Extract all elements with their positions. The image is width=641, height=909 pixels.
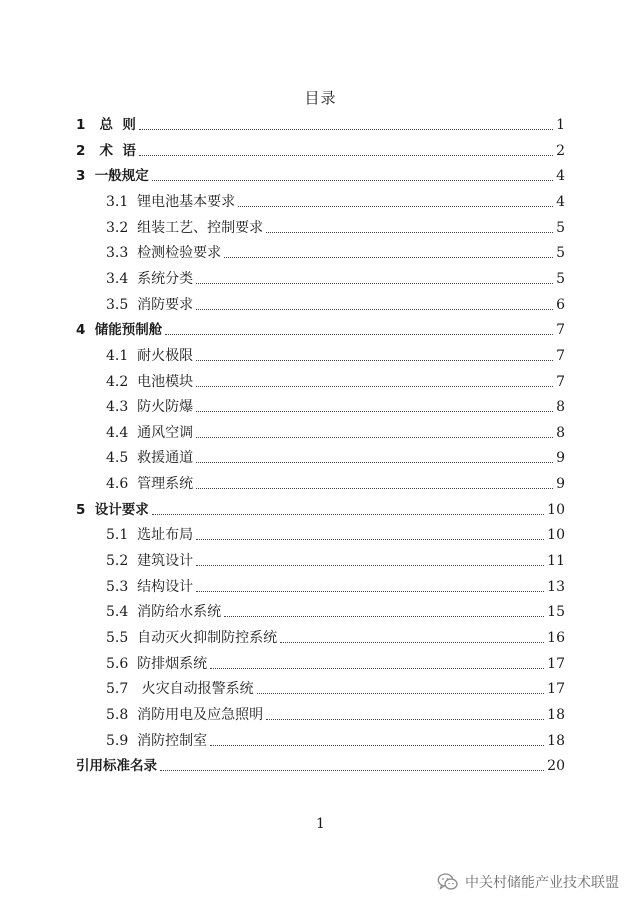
toc-leader-dots [139, 129, 553, 130]
toc-leader-dots [160, 770, 544, 771]
toc-entry-label: 5.8 消防用电及应急照明 [106, 706, 264, 723]
toc-title: 目录 [304, 89, 337, 107]
toc-leader-dots [196, 591, 544, 592]
toc-entry-page: 5 [556, 219, 565, 236]
page-number: 1 [316, 816, 325, 832]
toc-leader-dots [196, 565, 544, 566]
toc-entry[interactable] [106, 189, 565, 211]
toc-leader-dots [139, 155, 553, 156]
toc-entry-label: 4.3 防火防爆 [106, 399, 194, 416]
toc-entry-page: 13 [547, 578, 565, 595]
toc-entry-page: 18 [547, 706, 565, 723]
toc-entry[interactable] [106, 266, 565, 288]
toc-entry-label: 3 一般规定 [76, 168, 149, 185]
toc-leader-dots [196, 411, 553, 412]
toc-entry-label: 4.2 电池模块 [106, 373, 194, 390]
toc-entry-label: 4.4 通风空调 [106, 424, 194, 441]
toc-leader-dots [196, 488, 553, 489]
toc-entry-page: 10 [547, 527, 565, 544]
wechat-icon [437, 872, 459, 892]
toc-entry-page: 17 [547, 655, 565, 672]
toc-entry-page: 18 [547, 732, 565, 749]
toc-leader-dots [257, 693, 545, 694]
toc-entry[interactable] [106, 728, 565, 750]
toc-leader-dots [152, 180, 553, 181]
toc-entry[interactable] [106, 522, 565, 544]
toc-entry[interactable] [76, 138, 565, 160]
toc-entry-label: 5.9 消防控制室 [106, 732, 208, 749]
toc-entry[interactable] [76, 497, 565, 519]
toc-leader-dots [210, 745, 544, 746]
toc-entry-page: 9 [556, 450, 565, 467]
toc-leader-dots [196, 283, 553, 284]
toc-leader-dots [152, 514, 544, 515]
toc-entry-label: 4.1 耐火极限 [106, 347, 194, 364]
toc-leader-dots [266, 232, 553, 233]
toc-entry-page: 11 [547, 553, 565, 570]
toc-entry-page: 10 [547, 501, 565, 518]
toc-entry-page: 20 [547, 758, 565, 775]
toc-entry-page: 1 [556, 117, 565, 133]
toc-entry-label: 4 储能预制舱 [76, 322, 163, 339]
toc-entry[interactable] [106, 702, 565, 724]
toc-leader-dots [196, 360, 553, 361]
toc-leader-dots [280, 642, 544, 643]
toc-entry-label: 2 术 语 [76, 142, 136, 159]
toc-entry-page: 2 [556, 142, 565, 159]
toc-entry[interactable] [106, 574, 565, 596]
toc-entry[interactable] [106, 651, 565, 673]
toc-entry[interactable] [106, 471, 565, 493]
toc-leader-dots [196, 462, 553, 463]
toc-entry-label: 5.2 建筑设计 [106, 553, 194, 570]
toc-entry[interactable] [106, 343, 565, 365]
toc-entry[interactable] [106, 215, 565, 237]
toc-entry[interactable] [106, 292, 565, 314]
toc-leader-dots [196, 539, 544, 540]
toc-leader-dots [238, 206, 553, 207]
toc-entry[interactable] [76, 753, 565, 775]
toc-entry-label: 3.2 组装工艺、控制要求 [106, 219, 264, 236]
toc-entry[interactable] [106, 420, 565, 442]
toc-leader-dots [224, 257, 553, 258]
toc-leader-dots [210, 668, 544, 669]
toc-entry-page: 4 [556, 193, 565, 210]
toc-entry[interactable] [106, 599, 565, 621]
toc-entry-page: 5 [556, 270, 565, 287]
toc-entry-page: 9 [556, 476, 565, 493]
toc-leader-dots [165, 334, 553, 335]
toc-entry-page: 17 [547, 681, 565, 698]
toc-entry-label: 1 总 则 [76, 117, 136, 133]
toc-entry-page: 5 [556, 245, 565, 262]
toc-entry[interactable] [106, 548, 565, 570]
toc-entry-label: 引用标准名录 [76, 758, 157, 775]
toc-entry-label: 3.4 系统分类 [106, 270, 194, 287]
toc-entry-page: 6 [556, 296, 565, 313]
toc-leader-dots [196, 386, 553, 387]
toc-entry[interactable] [106, 625, 565, 647]
toc-entry[interactable] [106, 676, 565, 698]
toc-entry[interactable] [76, 163, 565, 185]
toc-entry[interactable] [106, 369, 565, 391]
toc-entry-label: 5.5 自动灭火抑制防控系统 [106, 630, 278, 646]
toc-entry[interactable] [106, 445, 565, 467]
toc-entry-label: 3.5 消防要求 [106, 296, 194, 313]
watermark [437, 870, 619, 894]
toc-entry[interactable] [76, 317, 565, 339]
toc-entry-label: 4.6 管理系统 [106, 476, 194, 493]
toc-entry-page: 8 [556, 399, 565, 416]
toc-entry-label: 5.1 选址布局 [106, 527, 194, 544]
toc-entry-page: 7 [556, 373, 565, 390]
toc-entry-label: 4.5 救援通道 [106, 450, 194, 467]
toc-entry-label: 3.3 检测检验要求 [106, 245, 222, 262]
toc-entry-page: 7 [556, 347, 565, 364]
toc-entry-label: 5 设计要求 [76, 501, 149, 518]
toc-leader-dots [196, 309, 553, 310]
watermark-text: 中关村储能产业技术联盟 [465, 875, 619, 891]
toc-entry-label: 3.1 锂电池基本要求 [106, 193, 236, 210]
toc-entry[interactable] [76, 112, 565, 134]
toc-entry[interactable] [106, 394, 565, 416]
toc-leader-dots [224, 616, 544, 617]
toc-leader-dots [266, 719, 544, 720]
toc-entry[interactable] [106, 240, 565, 262]
toc-entry-label: 5.4 消防给水系统 [106, 604, 222, 621]
toc-entry-label: 5.7 火灾自动报警系统 [106, 681, 254, 698]
toc-leader-dots [196, 437, 553, 438]
toc-entry-label: 5.6 防排烟系统 [106, 655, 208, 672]
toc-entry-page: 15 [547, 604, 565, 621]
toc-entry-page: 8 [556, 424, 565, 441]
toc-entry-page: 7 [556, 322, 565, 339]
toc-entry-page: 4 [556, 168, 565, 185]
toc-entry-page: 16 [547, 630, 565, 646]
toc-entry-label: 5.3 结构设计 [106, 578, 194, 595]
